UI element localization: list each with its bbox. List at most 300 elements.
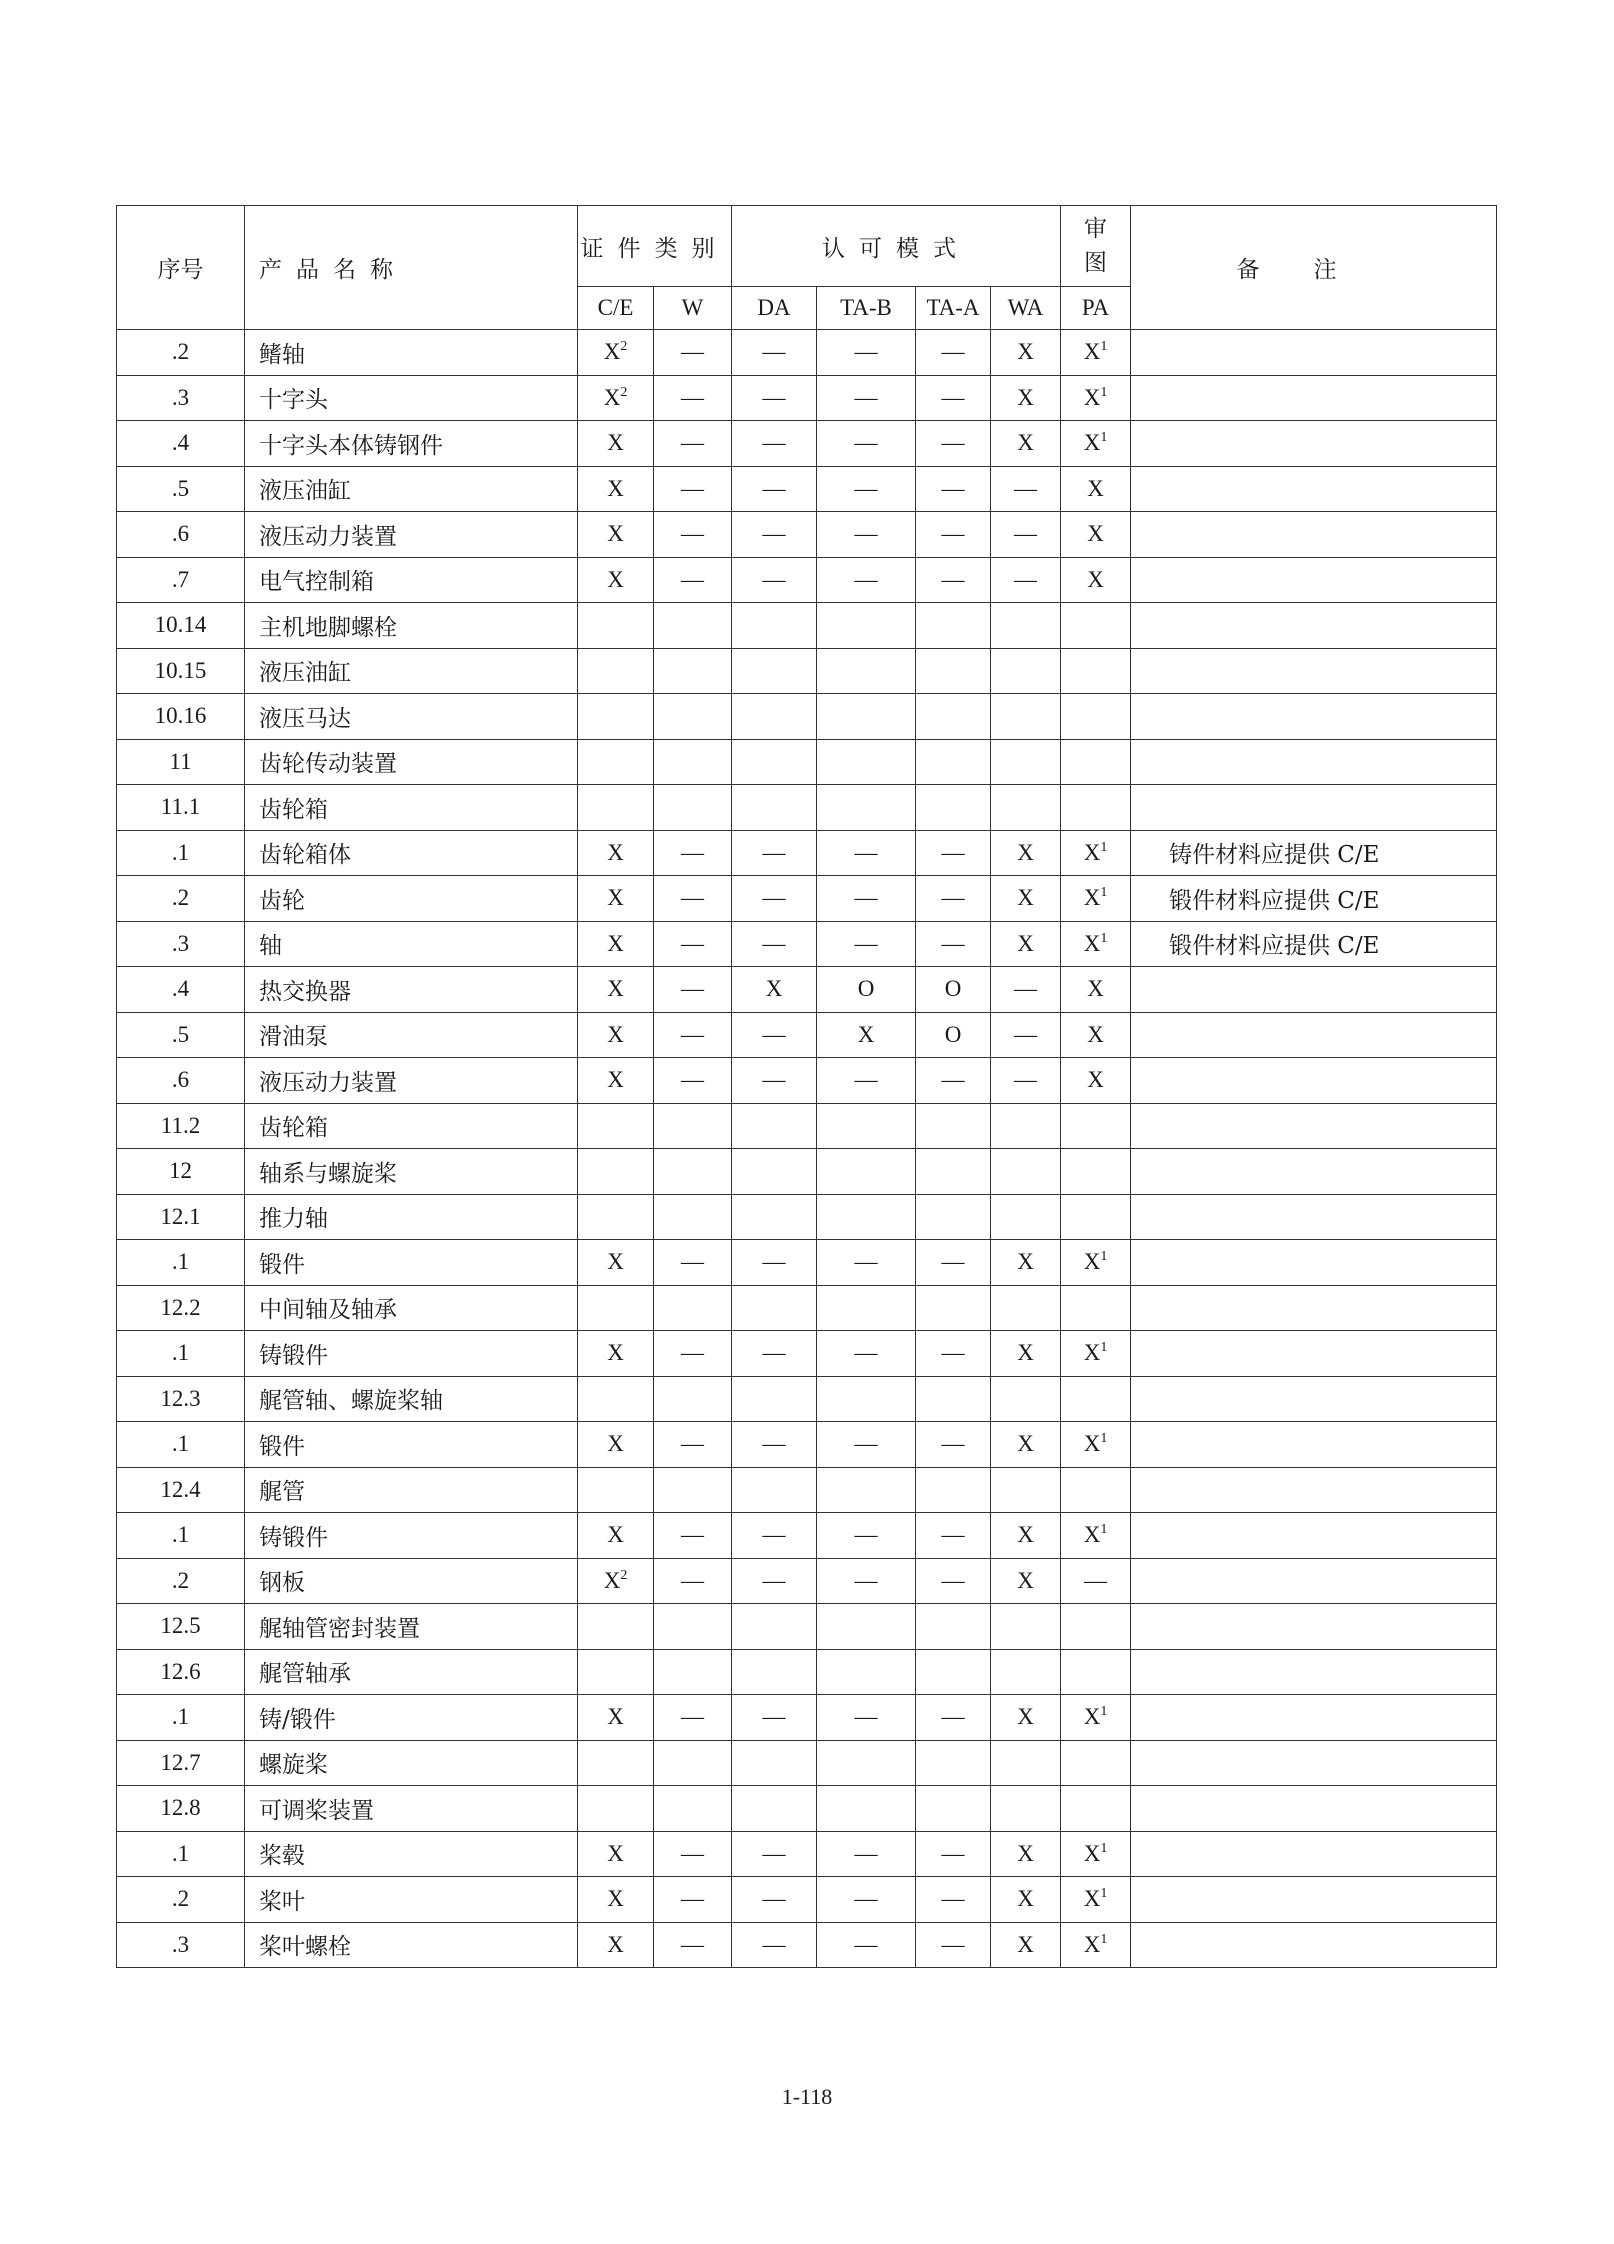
cell-seq (117, 1513, 245, 1559)
cell-pa (1061, 967, 1131, 1013)
cell-ta-a (916, 967, 991, 1013)
cell-ta-b-text: — (854, 1840, 878, 1866)
cell-wa-text: X (1017, 430, 1034, 456)
cell-w (654, 1740, 732, 1786)
header-col-wa: WA (991, 287, 1061, 330)
cell-seq (117, 466, 245, 512)
cell-seq (117, 1285, 245, 1331)
cell-ta-a-text: — (941, 1249, 965, 1275)
cell-ta-b-text: — (854, 1704, 878, 1730)
header-approval-mode: 认可模式 (732, 206, 1061, 287)
cell-ce-text: X (603, 384, 621, 410)
cell-remarks-text: 锻件材料应提供 C/E (1169, 933, 1380, 960)
cell-da-text: — (762, 566, 786, 592)
cell-seq-text: .2 (171, 1567, 190, 1593)
cell-ce (578, 1513, 654, 1559)
cell-ta-b-text: — (854, 839, 878, 865)
cell-ce-text: X (607, 885, 624, 911)
cell-w (654, 739, 732, 785)
cell-ta-a-text: — (941, 839, 965, 865)
header-seq: 序号 (117, 206, 245, 330)
cell-product-name (245, 1422, 578, 1468)
cell-da (732, 1922, 817, 1968)
cell-product-name-text: 热交换器 (259, 978, 351, 1005)
cell-wa-text: X (1017, 1567, 1034, 1593)
cell-da (732, 1103, 817, 1149)
cell-product-name-text: 齿轮 (259, 887, 305, 914)
cell-seq-text: 11.1 (160, 794, 201, 820)
cell-wa (991, 1695, 1061, 1741)
cell-da-text: — (762, 1704, 786, 1730)
cell-ta-a-text: O (944, 1021, 962, 1047)
cell-ta-a-text: — (941, 339, 965, 365)
cell-product-name-text: 液压马达 (259, 705, 351, 732)
cell-ta-a-text: — (941, 1840, 965, 1866)
cell-pa-text: X (1087, 1067, 1104, 1093)
table-row (117, 876, 1497, 922)
cell-wa-text: X (1017, 384, 1034, 410)
cell-ce (578, 1467, 654, 1513)
cell-wa (991, 648, 1061, 694)
cell-ta-b-text: — (854, 1340, 878, 1366)
cell-ta-a-text: — (941, 930, 965, 956)
cell-pa (1061, 1331, 1131, 1377)
cell-ce (578, 921, 654, 967)
cell-w-text: — (681, 1840, 704, 1866)
cell-remarks (1131, 1103, 1497, 1149)
cell-remarks (1131, 830, 1497, 876)
cell-ce (578, 1740, 654, 1786)
cell-w (654, 1467, 732, 1513)
cell-seq-text: .6 (171, 1067, 190, 1093)
cell-ta-b (817, 1649, 916, 1695)
cell-seq-text: 11 (169, 748, 192, 774)
cell-pa-superscript: 1 (1100, 1431, 1108, 1447)
cell-pa-text: X (1083, 384, 1101, 410)
table-row (117, 603, 1497, 649)
table-row (117, 1831, 1497, 1877)
cell-da-text: — (762, 1249, 786, 1275)
cell-ce (578, 1786, 654, 1832)
cell-product-name-text: 推力轴 (259, 1206, 328, 1233)
cell-wa (991, 1467, 1061, 1513)
cell-seq (117, 330, 245, 376)
cell-ce-text: X (607, 1931, 624, 1957)
cell-ta-b (817, 1558, 916, 1604)
cell-w-text: — (681, 1522, 704, 1548)
cell-ta-a (916, 1149, 991, 1195)
cell-da (732, 967, 817, 1013)
cell-pa-text: — (1084, 1567, 1107, 1593)
cell-pa (1061, 1558, 1131, 1604)
cell-ta-b (817, 1331, 916, 1377)
cell-ta-b (817, 1149, 916, 1195)
cell-da (732, 1149, 817, 1195)
cell-remarks (1131, 1467, 1497, 1513)
cell-pa (1061, 1831, 1131, 1877)
cell-seq (117, 785, 245, 831)
cell-w-text: — (681, 475, 704, 501)
cell-da-text: — (762, 930, 786, 956)
cell-remarks (1131, 603, 1497, 649)
product-certification-table (116, 205, 1497, 1968)
cell-pa-superscript: 1 (1100, 885, 1108, 901)
cell-ta-b-text: — (854, 1249, 878, 1275)
cell-ce-superscript: 2 (620, 1567, 628, 1583)
table-row (117, 1877, 1497, 1923)
cell-seq-text: .2 (171, 1886, 190, 1912)
cell-remarks (1131, 694, 1497, 740)
cell-w (654, 921, 732, 967)
cell-wa (991, 1376, 1061, 1422)
cell-ta-a-text: — (941, 566, 965, 592)
cell-ta-b (817, 1740, 916, 1786)
cell-wa (991, 1558, 1061, 1604)
cell-wa (991, 1786, 1061, 1832)
cell-ta-a (916, 1376, 991, 1422)
cell-seq-text: 12.7 (160, 1749, 201, 1775)
cell-wa-text: — (1014, 566, 1037, 592)
cell-ce-text: X (607, 430, 624, 456)
cell-ta-a (916, 1058, 991, 1104)
table-row (117, 1103, 1497, 1149)
cell-da (732, 694, 817, 740)
cell-w-text: — (681, 976, 704, 1002)
cell-remarks (1131, 921, 1497, 967)
cell-da-text: — (762, 1522, 786, 1548)
cell-product-name-text: 锻件 (259, 1433, 305, 1460)
table-row (117, 1604, 1497, 1650)
cell-ta-b (817, 1058, 916, 1104)
cell-w (654, 1649, 732, 1695)
cell-seq (117, 557, 245, 603)
cell-ta-b-text: — (854, 430, 878, 456)
cell-seq-text: .2 (171, 339, 190, 365)
cell-wa (991, 421, 1061, 467)
table-row (117, 1513, 1497, 1559)
cell-remarks (1131, 648, 1497, 694)
cell-w-text: — (681, 1431, 704, 1457)
cell-pa (1061, 1240, 1131, 1286)
cell-product-name (245, 1467, 578, 1513)
cell-wa (991, 330, 1061, 376)
cell-ce (578, 1831, 654, 1877)
cell-ta-b (817, 694, 916, 740)
cell-product-name-text: 鳍轴 (259, 341, 305, 368)
cell-wa (991, 967, 1061, 1013)
table-row (117, 648, 1497, 694)
cell-da (732, 1649, 817, 1695)
table-row (117, 1695, 1497, 1741)
cell-da (732, 1786, 817, 1832)
cell-w-text: — (681, 1340, 704, 1366)
cell-pa-text: X (1083, 430, 1101, 456)
cell-seq-text: .3 (171, 384, 190, 410)
cell-ce (578, 739, 654, 785)
cell-ta-b-text: — (854, 566, 878, 592)
cell-pa-superscript: 1 (1100, 1886, 1108, 1902)
cell-ta-b-text: — (854, 930, 878, 956)
cell-pa (1061, 1149, 1131, 1195)
cell-seq-text: 12 (169, 1158, 192, 1184)
cell-ce-text: X (607, 1431, 624, 1457)
cell-pa-superscript: 1 (1100, 1249, 1108, 1265)
cell-ce-text: X (607, 1522, 624, 1548)
cell-remarks (1131, 421, 1497, 467)
cell-pa (1061, 375, 1131, 421)
cell-wa (991, 1877, 1061, 1923)
cell-product-name (245, 876, 578, 922)
cell-seq-text: .1 (171, 1840, 190, 1866)
cell-da-text: — (762, 339, 786, 365)
cell-pa (1061, 1012, 1131, 1058)
cell-seq-text: .1 (171, 839, 190, 865)
table-row (117, 1467, 1497, 1513)
cell-product-name-text: 铸锻件 (259, 1342, 328, 1369)
header-cert-type: 证件类别 (578, 206, 732, 287)
cell-ta-b (817, 557, 916, 603)
cell-product-name (245, 694, 578, 740)
cell-product-name-text: 铸/锻件 (259, 1706, 336, 1733)
cell-product-name-text: 可调桨装置 (259, 1797, 374, 1824)
cell-da (732, 1194, 817, 1240)
cell-pa-text: X (1083, 930, 1101, 956)
cell-product-name-text: 桨毂 (259, 1843, 305, 1870)
cell-ce (578, 375, 654, 421)
cell-wa (991, 1240, 1061, 1286)
cell-ce (578, 830, 654, 876)
cell-wa-text: X (1017, 885, 1034, 911)
header-col-ta-a: TA-A (916, 287, 991, 330)
cell-da (732, 739, 817, 785)
cell-ta-b (817, 739, 916, 785)
cell-seq (117, 512, 245, 558)
cell-remarks (1131, 1285, 1497, 1331)
cell-pa-superscript: 1 (1100, 1840, 1108, 1856)
cell-seq-text: 12.1 (160, 1203, 201, 1229)
cell-da (732, 1240, 817, 1286)
cell-da-text: — (762, 1021, 786, 1047)
cell-seq (117, 1604, 245, 1650)
cell-product-name (245, 967, 578, 1013)
cell-ta-b (817, 1604, 916, 1650)
cell-wa-text: X (1017, 1704, 1034, 1730)
cell-pa-text: X (1083, 1522, 1101, 1548)
cell-w (654, 466, 732, 512)
cell-da (732, 876, 817, 922)
cell-seq (117, 1331, 245, 1377)
cell-ta-b (817, 512, 916, 558)
cell-ce (578, 1649, 654, 1695)
cell-remarks-text: 铸件材料应提供 C/E (1169, 842, 1380, 869)
cell-product-name-text: 液压动力装置 (259, 1069, 397, 1096)
cell-ta-a-text: — (941, 1431, 965, 1457)
cell-remarks (1131, 375, 1497, 421)
cell-ta-a (916, 421, 991, 467)
cell-w (654, 557, 732, 603)
cell-wa-text: X (1017, 839, 1034, 865)
cell-seq-text: .1 (171, 1704, 190, 1730)
cell-da (732, 512, 817, 558)
cell-ta-a (916, 1331, 991, 1377)
cell-ce (578, 648, 654, 694)
cell-seq-text: .2 (171, 885, 190, 911)
cell-remarks (1131, 1649, 1497, 1695)
cell-da (732, 1012, 817, 1058)
cell-pa-superscript: 1 (1100, 430, 1108, 446)
cell-ta-b-text: — (854, 475, 878, 501)
cell-seq-text: 12.8 (160, 1795, 201, 1821)
cell-w (654, 421, 732, 467)
cell-pa (1061, 830, 1131, 876)
cell-wa (991, 739, 1061, 785)
cell-ta-a (916, 1695, 991, 1741)
cell-ta-a-text: — (941, 1340, 965, 1366)
cell-seq-text: 10.14 (154, 612, 207, 638)
cell-pa-text: X (1083, 1886, 1101, 1912)
cell-product-name-text: 中间轴及轴承 (259, 1297, 397, 1324)
cell-ce (578, 1604, 654, 1650)
cell-ta-a (916, 1240, 991, 1286)
cell-wa (991, 512, 1061, 558)
cell-pa-text: X (1083, 885, 1101, 911)
cell-da-text: X (765, 976, 783, 1002)
cell-ce (578, 1240, 654, 1286)
cell-wa-text: X (1017, 1931, 1034, 1957)
cell-remarks (1131, 1058, 1497, 1104)
cell-da (732, 603, 817, 649)
cell-pa-superscript: 1 (1100, 1522, 1108, 1538)
cell-seq-text: 12.3 (160, 1385, 201, 1411)
cell-ce (578, 1285, 654, 1331)
table-row (117, 1786, 1497, 1832)
cell-w (654, 375, 732, 421)
header-col-w: W (654, 287, 732, 330)
cell-seq-text: .5 (171, 1021, 190, 1047)
table-row (117, 1422, 1497, 1468)
cell-da (732, 1558, 817, 1604)
cell-seq-text: .1 (171, 1340, 190, 1366)
cell-ta-b-text: — (854, 1567, 878, 1593)
cell-pa (1061, 694, 1131, 740)
cell-w (654, 1877, 732, 1923)
cell-w (654, 694, 732, 740)
cell-pa (1061, 1786, 1131, 1832)
cell-wa-text: X (1017, 1431, 1034, 1457)
cell-ta-a (916, 1558, 991, 1604)
cell-ce-text: X (607, 1021, 624, 1047)
cell-product-name-text: 齿轮箱 (259, 796, 328, 823)
cell-ta-a (916, 921, 991, 967)
cell-da (732, 375, 817, 421)
cell-w-text: — (681, 930, 704, 956)
cell-pa (1061, 421, 1131, 467)
cell-w (654, 1513, 732, 1559)
cell-seq (117, 1922, 245, 1968)
cell-pa (1061, 557, 1131, 603)
cell-da (732, 1331, 817, 1377)
cell-wa (991, 694, 1061, 740)
table-row (117, 1558, 1497, 1604)
cell-product-name-text: 液压动力装置 (259, 523, 397, 550)
cell-da (732, 1467, 817, 1513)
cell-ta-b-text: O (857, 976, 875, 1002)
cell-w-text: — (681, 1249, 704, 1275)
cell-ta-b (817, 830, 916, 876)
cell-w-text: — (681, 521, 704, 547)
cell-w (654, 1149, 732, 1195)
cell-ta-b (817, 466, 916, 512)
cell-ta-a (916, 557, 991, 603)
cell-pa (1061, 1058, 1131, 1104)
table-row (117, 1012, 1497, 1058)
cell-ta-b (817, 1467, 916, 1513)
cell-seq-text: 12.2 (160, 1294, 201, 1320)
cell-w (654, 1786, 732, 1832)
table-row (117, 512, 1497, 558)
table-row (117, 921, 1497, 967)
cell-seq-text: .1 (171, 1249, 190, 1275)
cell-da (732, 1695, 817, 1741)
cell-remarks (1131, 1376, 1497, 1422)
cell-ta-b-text: — (854, 521, 878, 547)
cell-pa-superscript: 1 (1100, 1340, 1108, 1356)
cell-pa (1061, 1649, 1131, 1695)
cell-wa (991, 1513, 1061, 1559)
cell-wa (991, 1058, 1061, 1104)
cell-da-text: — (762, 1886, 786, 1912)
cell-ta-a (916, 603, 991, 649)
cell-wa-text: — (1014, 1021, 1037, 1047)
cell-seq (117, 1149, 245, 1195)
cell-ta-a-text: — (941, 521, 965, 547)
cell-ta-b (817, 1831, 916, 1877)
cell-product-name-text: 桨叶 (259, 1888, 305, 1915)
cell-da-text: — (762, 1840, 786, 1866)
cell-ta-a (916, 1604, 991, 1650)
cell-ta-a (916, 1786, 991, 1832)
cell-w-text: — (681, 885, 704, 911)
cell-ta-b (817, 1513, 916, 1559)
cell-product-name-text: 艉轴管密封装置 (259, 1615, 420, 1642)
cell-ta-b (817, 921, 916, 967)
cell-ta-a (916, 1922, 991, 1968)
cell-ta-b (817, 967, 916, 1013)
cell-wa (991, 921, 1061, 967)
cell-seq-text: .6 (171, 521, 190, 547)
cell-w (654, 1422, 732, 1468)
cell-remarks (1131, 739, 1497, 785)
cell-ta-b (817, 876, 916, 922)
cell-ta-a (916, 1285, 991, 1331)
cell-remarks (1131, 1740, 1497, 1786)
cell-da (732, 1831, 817, 1877)
cell-seq-text: .7 (171, 566, 190, 592)
table-row (117, 421, 1497, 467)
cell-da-text: — (762, 430, 786, 456)
cell-w-text: — (681, 566, 704, 592)
cell-seq-text: .4 (171, 976, 190, 1002)
cell-pa-text: X (1083, 1249, 1101, 1275)
cell-w-text: — (681, 339, 704, 365)
cell-ce (578, 466, 654, 512)
cell-remarks (1131, 876, 1497, 922)
cell-ta-a (916, 648, 991, 694)
cell-ta-b (817, 1695, 916, 1741)
cell-da (732, 830, 817, 876)
cell-product-name-text: 十字头本体铸钢件 (259, 432, 443, 459)
cell-ce-text: X (607, 1840, 624, 1866)
